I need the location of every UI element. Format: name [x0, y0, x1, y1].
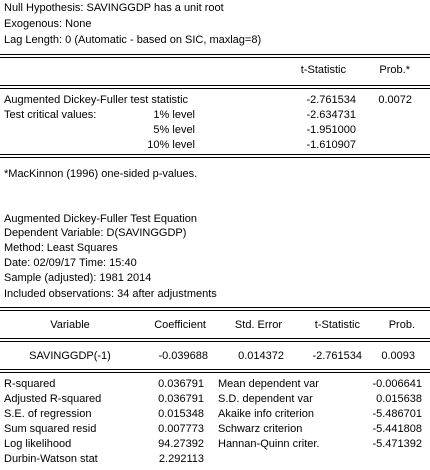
adf-row-tstat: -1.610907	[306, 139, 356, 151]
stat-label: Schwarz criterion	[218, 423, 303, 435]
coef-header-stderror: Std. Error	[234, 319, 282, 331]
coef-header-tstat: t-Statistic	[314, 319, 360, 331]
table-rule	[0, 310, 430, 311]
adf-row-label: Test critical values:	[4, 109, 97, 121]
stat-value: -5.471392	[372, 438, 422, 450]
table-rule	[0, 88, 430, 89]
lag-length-text: Lag Length: 0 (Automatic - based on SIC, maxlag=8)	[4, 34, 262, 46]
exogenous-text: Exogenous: None	[4, 18, 92, 30]
stat-label: Adjusted R-squared	[4, 393, 102, 405]
coef-header-prob: Prob.	[388, 319, 415, 331]
stat-value: 0.036791	[158, 378, 204, 390]
stat-value: 0.036791	[158, 393, 204, 405]
stat-label: S.D. dependent var	[218, 393, 313, 405]
sample-text: Sample (adjusted): 1981 2014	[4, 272, 152, 284]
method-text: Method: Least Squares	[4, 242, 118, 254]
null-hypothesis-text: Null Hypothesis: SAVINGGDP has a unit root	[4, 2, 224, 14]
stat-label: Akaike info criterion	[218, 408, 314, 420]
stat-label: R-squared	[4, 378, 56, 390]
coef-header-coefficient: Coefficient	[154, 319, 206, 331]
stat-value: -5.486701	[372, 408, 422, 420]
table-rule	[0, 338, 430, 339]
observations-text: Included observations: 34 after adjustments	[4, 288, 217, 300]
stat-value: 0.007773	[158, 423, 204, 435]
stat-label: S.E. of regression	[4, 408, 92, 420]
table-rule	[0, 85, 430, 86]
stat-label: Sum squared resid	[4, 423, 97, 435]
adf-tstat-header: t-Statistic	[300, 64, 346, 76]
table-rule	[0, 341, 430, 342]
stat-label: Durbin-Watson stat	[4, 453, 98, 465]
adf-row-level: 1% level	[153, 109, 195, 121]
table-rule	[0, 57, 430, 58]
coef-row-prob: 0.0093	[381, 350, 415, 362]
stat-value: 2.292113	[158, 453, 204, 465]
coef-row-coefficient: -0.039688	[158, 350, 208, 362]
adf-row-level: 10% level	[147, 139, 195, 151]
coef-row-stderror: 0.014372	[238, 350, 284, 362]
adf-row-prob: 0.0072	[378, 94, 412, 106]
adf-prob-header: Prob.*	[379, 64, 410, 76]
adf-row-tstat: -1.951000	[306, 124, 356, 136]
stat-value: 94.27392	[158, 438, 204, 450]
stat-value: -0.006641	[372, 378, 422, 390]
dependent-variable-text: Dependent Variable: D(SAVINGGDP)	[4, 227, 187, 239]
stat-value: -5.441808	[372, 423, 422, 435]
table-rule	[0, 154, 430, 155]
mackinnon-footnote: *MacKinnon (1996) one-sided p-values.	[4, 168, 198, 180]
equation-title: Augmented Dickey-Fuller Test Equation	[4, 213, 198, 225]
stat-value: 0.015348	[158, 408, 204, 420]
table-rule	[0, 157, 430, 158]
table-rule	[0, 369, 430, 370]
adf-row-label: Augmented Dickey-Fuller test statistic	[4, 94, 189, 106]
stat-label: Mean dependent var	[218, 378, 319, 390]
adf-row-tstat: -2.634731	[306, 109, 356, 121]
table-rule	[0, 372, 430, 373]
coef-header-variable: Variable	[50, 319, 90, 331]
table-rule	[0, 54, 430, 55]
stat-value: 0.015638	[376, 393, 422, 405]
adf-row-tstat: -2.761534	[306, 94, 356, 106]
coef-row-variable: SAVINGGDP(-1)	[29, 350, 111, 362]
table-rule	[0, 307, 430, 308]
stat-label: Hannan-Quinn criter.	[218, 438, 320, 450]
adf-row-level: 5% level	[153, 124, 195, 136]
date-time-text: Date: 02/09/17 Time: 15:40	[4, 257, 137, 269]
coef-row-tstat: -2.761534	[312, 350, 362, 362]
stat-label: Log likelihood	[4, 438, 72, 450]
